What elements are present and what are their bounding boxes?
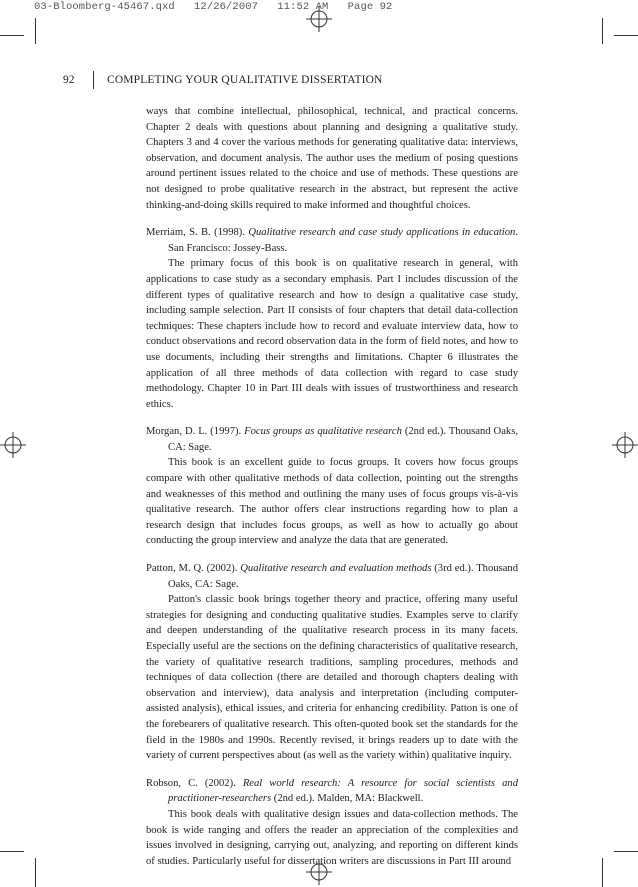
citation-title: Real world research: A resource for social scientists and practitioner-researchers [168, 777, 519, 805]
citation-author-year: Patton, M. Q. (2002). [146, 563, 241, 575]
running-head-title: COMPLETING YOUR QUALITATIVE DISSERTATION [107, 74, 383, 86]
annotation-robson: This book deals with qualitative design issues and data-collection methods. The book is wide ranging and offers the reader an appreciation of the complexities and issues involved in designing, carrying out, analyzing, and reporting on different kinds of studies. Particularly useful for dissertation writers are discussions in Part III around [146, 808, 518, 867]
page-number: 92 [63, 74, 75, 86]
annotation-patton: Patton's classic book brings together theory and practice, offering many useful strategies for designing and conducting qualitative studies. Examples serve to clarify and deepen understanding of the qualitative research process in its many facets. Especially useful are the sections on the defining characteristics of qualitative research, the variety of qualitative research traditions, sampling procedures, methods and techniques of data collection (there are detailed and thorough chapters dealing with observation and interview), data analysis and interpretation (including computer-assisted analysis), ethical issues, and criteria for enhancing credibility. Patton is one of the forebearers of qualitative research. This often-quoted book set the standards for the field in the 1980s and 1990s. Recently revised, it brings readers up to date with the variety of current perspectives about (as well as the variety within) qualitative inquiry. [146, 594, 518, 762]
intro-paragraph: ways that combine intellectual, philosophical, technical, and practical concerns. Chapter 2 deals with questions about planning and designing a qualitative study. Chapters 3 and 4 cover the various methods for generating qualitative data: interviews, observation, and document analysis. The author uses the medium of posing questions around pertinent issues related to the choice and use of methods. These questions are not designed to probe qualitative research in the abstract, but represent the active thinking-and-doing skills required to make informed and thoughtful choices. [146, 106, 518, 211]
registration-mark-right-icon [612, 432, 638, 458]
crop-mark-bottom-left-h [0, 851, 24, 852]
crop-mark-bottom-left-v [35, 858, 36, 887]
citation-publisher: (2nd ed.). Malden, MA: Blackwell. [271, 793, 424, 805]
annotation-merriam: The primary focus of this book is on qualitative research in general, with applications to case study as a secondary emphasis. Part I includes discussion of the different types of qualitative research and how to design a qualitative case study, including sample selection. Part II consists of four chapters that detail data-collection techniques: These chapters include how to record and evaluate interview data, how to conduct observations and record observation data in the form of field notes, and how to use documents, including their strengths and limitations. Chapter 6 illustrates the application of all three methods of data collection with regard to case study methodology. Chapter 10 in Part III deals with issues of trustworthiness and research ethics. [146, 258, 518, 410]
reference-merriam [146, 225, 518, 256]
crop-mark-bottom-right-v [602, 858, 603, 887]
citation-author-year: Merriam, S. B. (1998). [146, 227, 249, 239]
citation-publisher: (3rd ed.). Thousand Oaks, CA: Sage. [168, 563, 518, 590]
reference-robson [146, 776, 518, 807]
reference-morgan [146, 424, 518, 455]
crop-mark-top-left-v [35, 18, 36, 44]
running-header [63, 74, 513, 90]
file-slug: 03-Bloomberg-45467.qxd 12/26/2007 11:52 AM Page 92 [34, 1, 393, 13]
annotation-morgan: This book is an excellent guide to focus groups. It covers how focus groups compare with other qualitative methods of data collection, pointing out the strengths and weaknesses of this method and outlining the many uses of focus groups vis-à-vis qualitative research. The author offers clear instructions regarding how to plan a research design that includes focus groups, as well as how to actually go about conducting the group interview and analyze the data that are generated. [146, 457, 518, 547]
citation-author-year: Robson, C. (2002). [146, 777, 243, 789]
citation-title: Qualitative research and case study applications in education [248, 227, 516, 239]
registration-mark-top-icon [306, 6, 332, 32]
citation-title: Focus groups as qualitative research [244, 426, 402, 438]
citation-publisher: . San Francisco: Jossey-Bass. [168, 227, 519, 254]
citation-author-year: Morgan, D. L. (1997). [146, 426, 245, 438]
crop-mark-top-right-v [602, 18, 603, 44]
crop-mark-top-right-h [614, 35, 638, 36]
reference-patton [146, 561, 518, 592]
header-divider [93, 71, 94, 89]
registration-mark-left-icon [0, 432, 26, 458]
citation-publisher: (2nd ed.). Thousand Oaks, CA: Sage. [168, 426, 518, 453]
crop-mark-top-left-h [0, 35, 24, 36]
citation-title: Qualitative research and evaluation methods [240, 563, 432, 575]
page-body [146, 104, 518, 869]
crop-mark-bottom-right-h [614, 851, 638, 852]
